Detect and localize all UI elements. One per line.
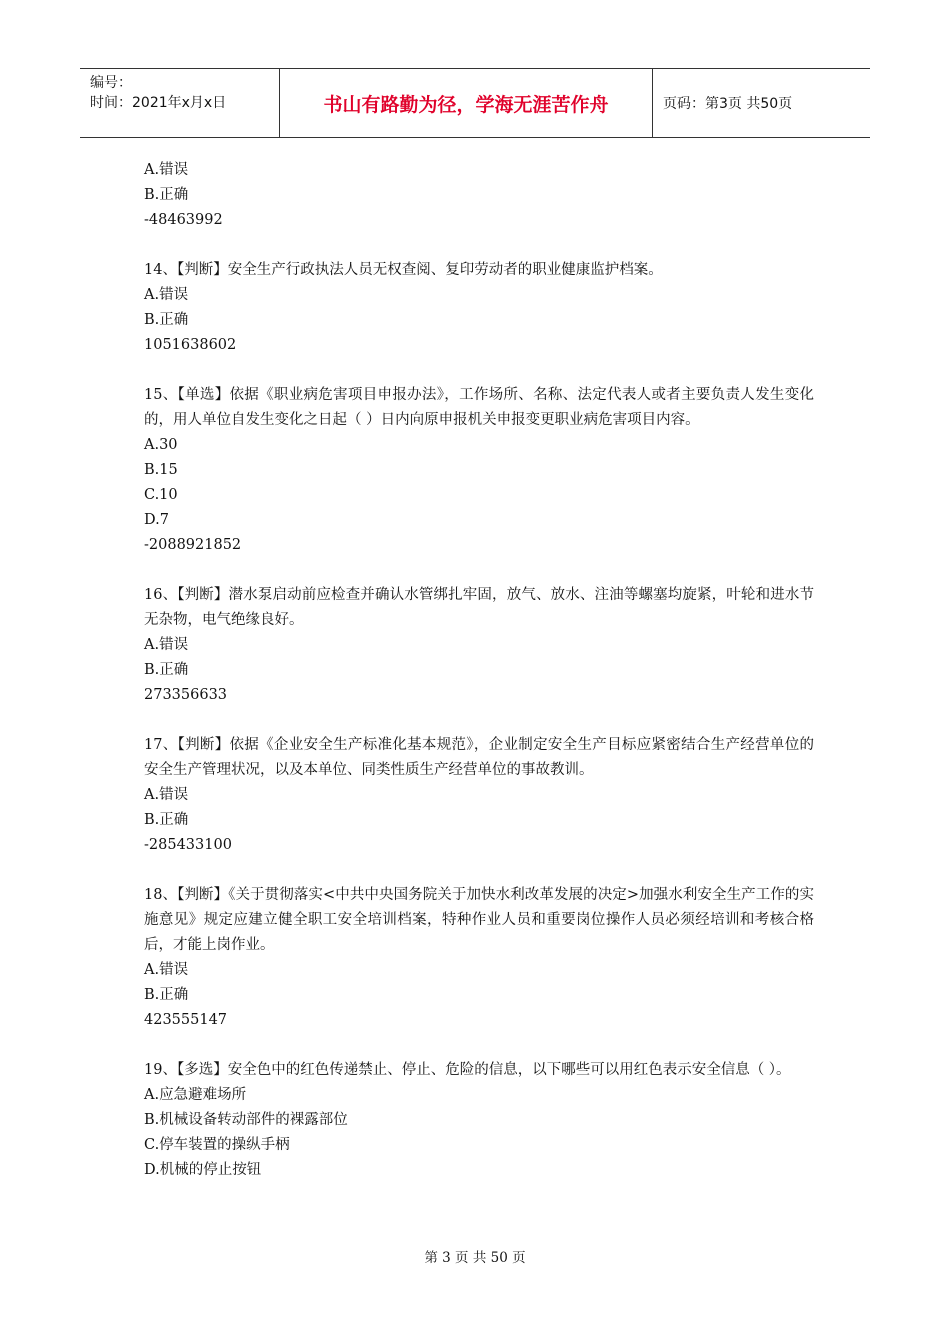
question-text: 18、【判断】《关于贯彻落实<中共中央国务院关于加快水利改革发展的决定>加强水利安全生产工作的实施意见》规定应建立健全职工安全培训档案，特种作业人员和重要岗位操作人员必须经培训和考核合格后，才能上岗作业。	[144, 887, 814, 953]
question-code: 423555147	[144, 1012, 228, 1028]
question-code: -48463992	[144, 212, 223, 228]
question-block	[144, 883, 814, 1033]
header-page-info: 页码：第3页 共50页	[663, 96, 793, 112]
option-line: B.正确	[144, 312, 189, 328]
page-footer: 第 3 页 共 50 页	[424, 1250, 526, 1266]
page-header	[80, 68, 870, 138]
question-block	[144, 258, 814, 358]
question-block	[144, 583, 814, 708]
option-line: A.错误	[144, 287, 189, 303]
question-text: 14、【判断】安全生产行政执法人员无权查阅、复印劳动者的职业健康监护档案。	[144, 262, 663, 278]
question-code: -2088921852	[144, 537, 242, 553]
question-text: 19、【多选】安全色中的红色传递禁止、停止、危险的信息，以下哪些可以用红色表示安全信息（ ）。	[144, 1062, 791, 1078]
option-line: A.错误	[144, 162, 189, 178]
option-line: B.正确	[144, 812, 189, 828]
header-motto: 书山有路勤为径，学海无涯苦作舟	[280, 69, 653, 137]
question-code: 1051638602	[144, 337, 237, 353]
option-line: B.机械设备转动部件的裸露部位	[144, 1112, 348, 1128]
option-line: A.错误	[144, 637, 189, 653]
question-list	[144, 158, 814, 1183]
question-block	[144, 1058, 814, 1183]
question-block	[144, 733, 814, 858]
serial-label: 编号：	[90, 75, 132, 91]
option-line: A.错误	[144, 787, 189, 803]
header-meta	[80, 69, 280, 137]
option-line: A.应急避难场所	[144, 1087, 247, 1103]
question-text: 15、【单选】依据《职业病危害项目申报办法》，工作场所、名称、法定代表人或者主要负责人发生变化的，用人单位自发生变化之日起（ ）日内向原申报机关申报变更职业病危害项目内容。	[144, 387, 814, 428]
option-line: A.30	[144, 437, 178, 453]
option-line: B.15	[144, 462, 178, 478]
date-line: 时间：2021年x月x日	[90, 95, 227, 111]
question-code: 273356633	[144, 687, 228, 703]
option-line: B.正确	[144, 187, 189, 203]
option-line: D.7	[144, 512, 169, 528]
option-line: D.机械的停止按钮	[144, 1162, 262, 1178]
option-line: A.错误	[144, 962, 189, 978]
question-code: -285433100	[144, 837, 232, 853]
option-line: C.停车装置的操纵手柄	[144, 1137, 290, 1153]
option-line: B.正确	[144, 987, 189, 1003]
option-line: C.10	[144, 487, 178, 503]
question-text: 16、【判断】潜水泵启动前应检查并确认水管绑扎牢固，放气、放水、注油等螺塞均旋紧，叶轮和进水节无杂物，电气绝缘良好。	[144, 587, 814, 628]
option-line: B.正确	[144, 662, 189, 678]
question-block	[144, 383, 814, 558]
question-text: 17、【判断】依据《企业安全生产标准化基本规范》，企业制定安全生产目标应紧密结合生产经营单位的安全生产管理状况，以及本单位、同类性质生产经营单位的事故教训。	[144, 737, 814, 778]
